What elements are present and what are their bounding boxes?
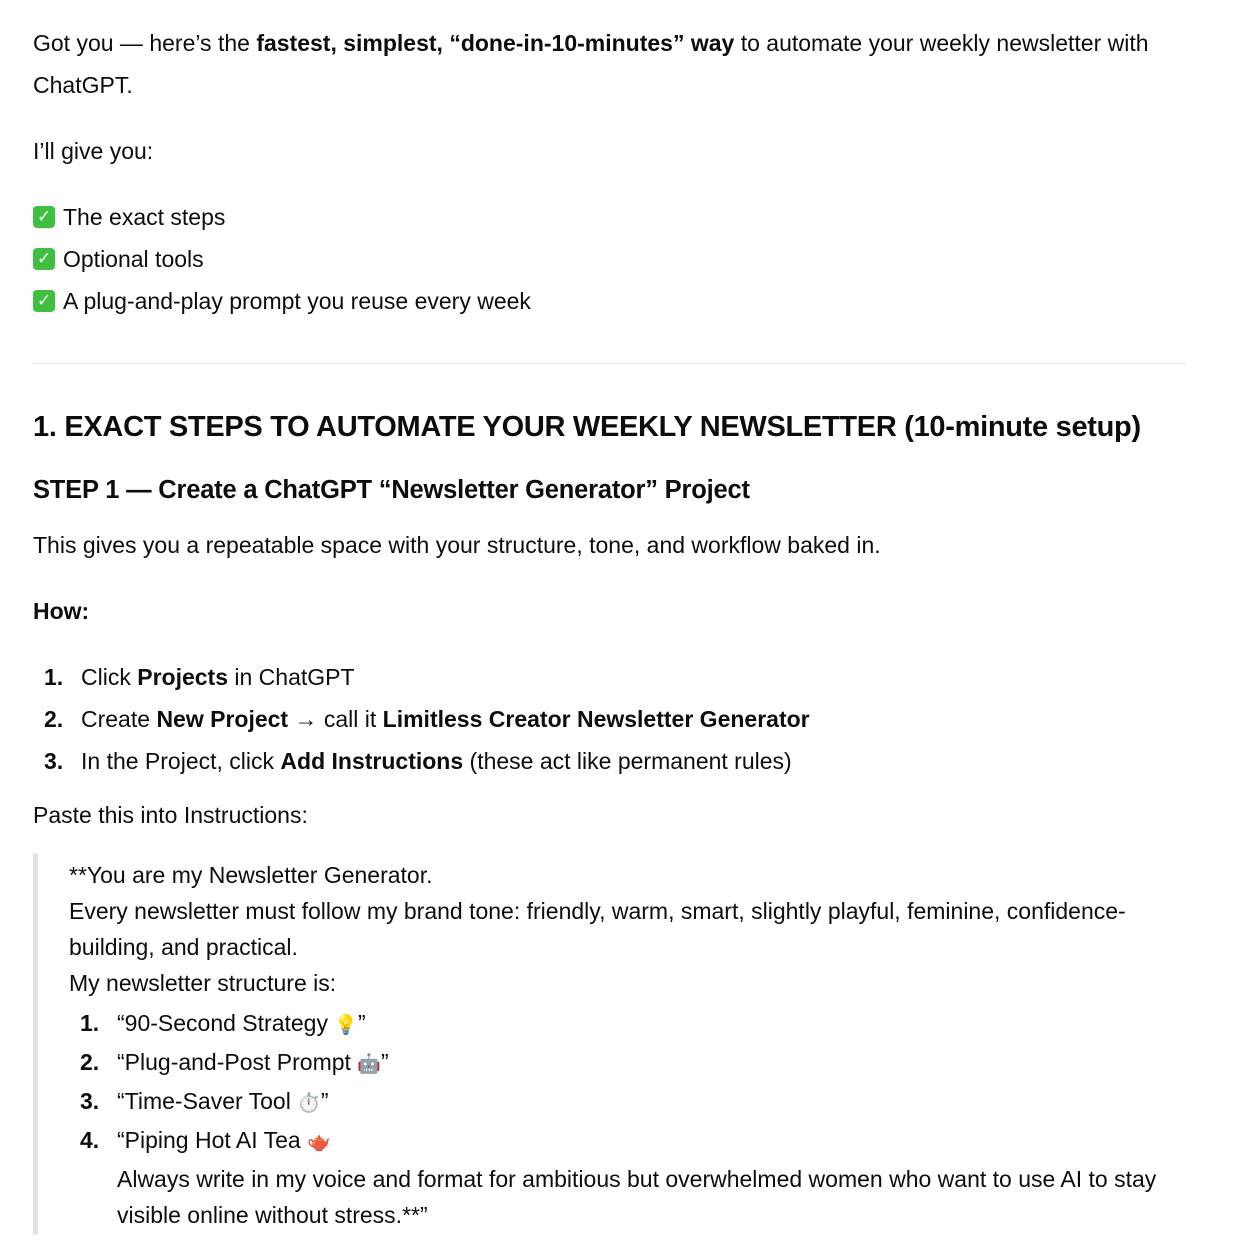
step-plain-text: Create <box>81 706 157 732</box>
checklist-item <box>33 280 1186 322</box>
structure-item <box>69 1005 1186 1044</box>
step-text <box>81 740 792 782</box>
structure-number: 2. <box>80 1049 100 1075</box>
step-text <box>81 656 355 698</box>
structure-number: 4. <box>80 1127 100 1153</box>
structure-text: “Plug-and-Post Prompt 🤖” <box>117 1044 389 1083</box>
closing-quote: ” <box>358 1010 366 1036</box>
structure-item <box>69 1122 1186 1161</box>
structure-number: 1. <box>80 1010 100 1036</box>
check-mark-button-icon: ✓ <box>33 290 55 312</box>
robot-icon: 🤖 <box>357 1054 381 1075</box>
closing-quote: ” <box>320 1088 329 1114</box>
step-number: 3. <box>44 748 64 774</box>
closing-quote: ” <box>381 1049 389 1075</box>
step-number: 2. <box>44 706 64 732</box>
checklist <box>33 196 1186 322</box>
structure-list <box>69 1005 1186 1161</box>
step-text <box>81 698 810 740</box>
step-plain-text: → call it <box>288 706 383 732</box>
checklist-item <box>33 196 1186 238</box>
intro-text: Got you — here’s the <box>33 30 257 56</box>
paste-label: Paste this into Instructions: <box>33 802 308 828</box>
structure-text: “Piping Hot AI Tea 🫖 <box>117 1122 331 1161</box>
section-heading: 1. EXACT STEPS TO AUTOMATE YOUR WEEKLY NEWSLETTER (10-minute setup) <box>33 411 1141 443</box>
checklist-text: A plug-and-play prompt you reuse every week <box>63 288 531 314</box>
intro-paragraph <box>33 0 1186 106</box>
step-bold-text: Projects <box>137 664 228 690</box>
steps-list <box>33 656 1186 782</box>
divider <box>33 363 1186 364</box>
step-plain-text: (these act like permanent rules) <box>463 748 792 774</box>
structure-item <box>69 1083 1186 1122</box>
step-number: 1. <box>44 664 64 690</box>
checklist-text: Optional tools <box>63 246 204 272</box>
quote-closing: Always write in my voice and format for ambitious but overwhelmed women who want to use AI to stay visible online without stress.**” <box>117 1166 1157 1228</box>
stopwatch-icon: ⏱️ <box>297 1093 321 1114</box>
intro-text-end: to automate your weekly newsletter with ChatGPT. <box>33 30 1149 98</box>
step-bold-text: Add Instructions <box>280 748 464 774</box>
step-plain-text: in ChatGPT <box>228 664 355 690</box>
intro-bold: fastest, simplest, “done-in-10-minutes” way <box>256 30 735 56</box>
check-mark-button-icon: ✓ <box>33 248 55 270</box>
step-plain-text: Click <box>81 664 138 690</box>
how-label: How: <box>33 598 90 624</box>
step-item <box>33 740 1186 782</box>
quote-line: Every newsletter must follow my brand tone: friendly, warm, smart, slightly playful, feminine, confidence-building, and practical. <box>69 898 1126 960</box>
light-bulb-icon: 💡 <box>334 1015 359 1036</box>
give-line: I’ll give you: <box>33 138 154 164</box>
check-mark-button-icon: ✓ <box>33 206 55 228</box>
step1-heading: STEP 1 — Create a ChatGPT “Newsletter Generator” Project <box>33 476 750 504</box>
checklist-item <box>33 238 1186 280</box>
structure-number: 3. <box>80 1088 100 1114</box>
step1-description: This gives you a repeatable space with your structure, tone, and workflow baked in. <box>33 532 881 558</box>
quote-line: My newsletter structure is: <box>69 970 337 996</box>
teapot-icon: 🫖 <box>307 1132 331 1153</box>
structure-text: “90-Second Strategy 💡” <box>117 1005 366 1044</box>
structure-item <box>69 1044 1186 1083</box>
step-bold-text: Limitless Creator Newsletter Generator <box>382 706 810 732</box>
step-item <box>33 698 1186 740</box>
instructions-blockquote <box>33 853 1186 1235</box>
structure-text: “Time-Saver Tool ⏱️” <box>117 1083 329 1122</box>
quote-line: **You are my Newsletter Generator. <box>69 862 433 888</box>
step-plain-text: In the Project, click <box>81 748 281 774</box>
step-item <box>33 656 1186 698</box>
step-bold-text: New Project <box>156 706 289 732</box>
checklist-text: The exact steps <box>63 204 226 230</box>
